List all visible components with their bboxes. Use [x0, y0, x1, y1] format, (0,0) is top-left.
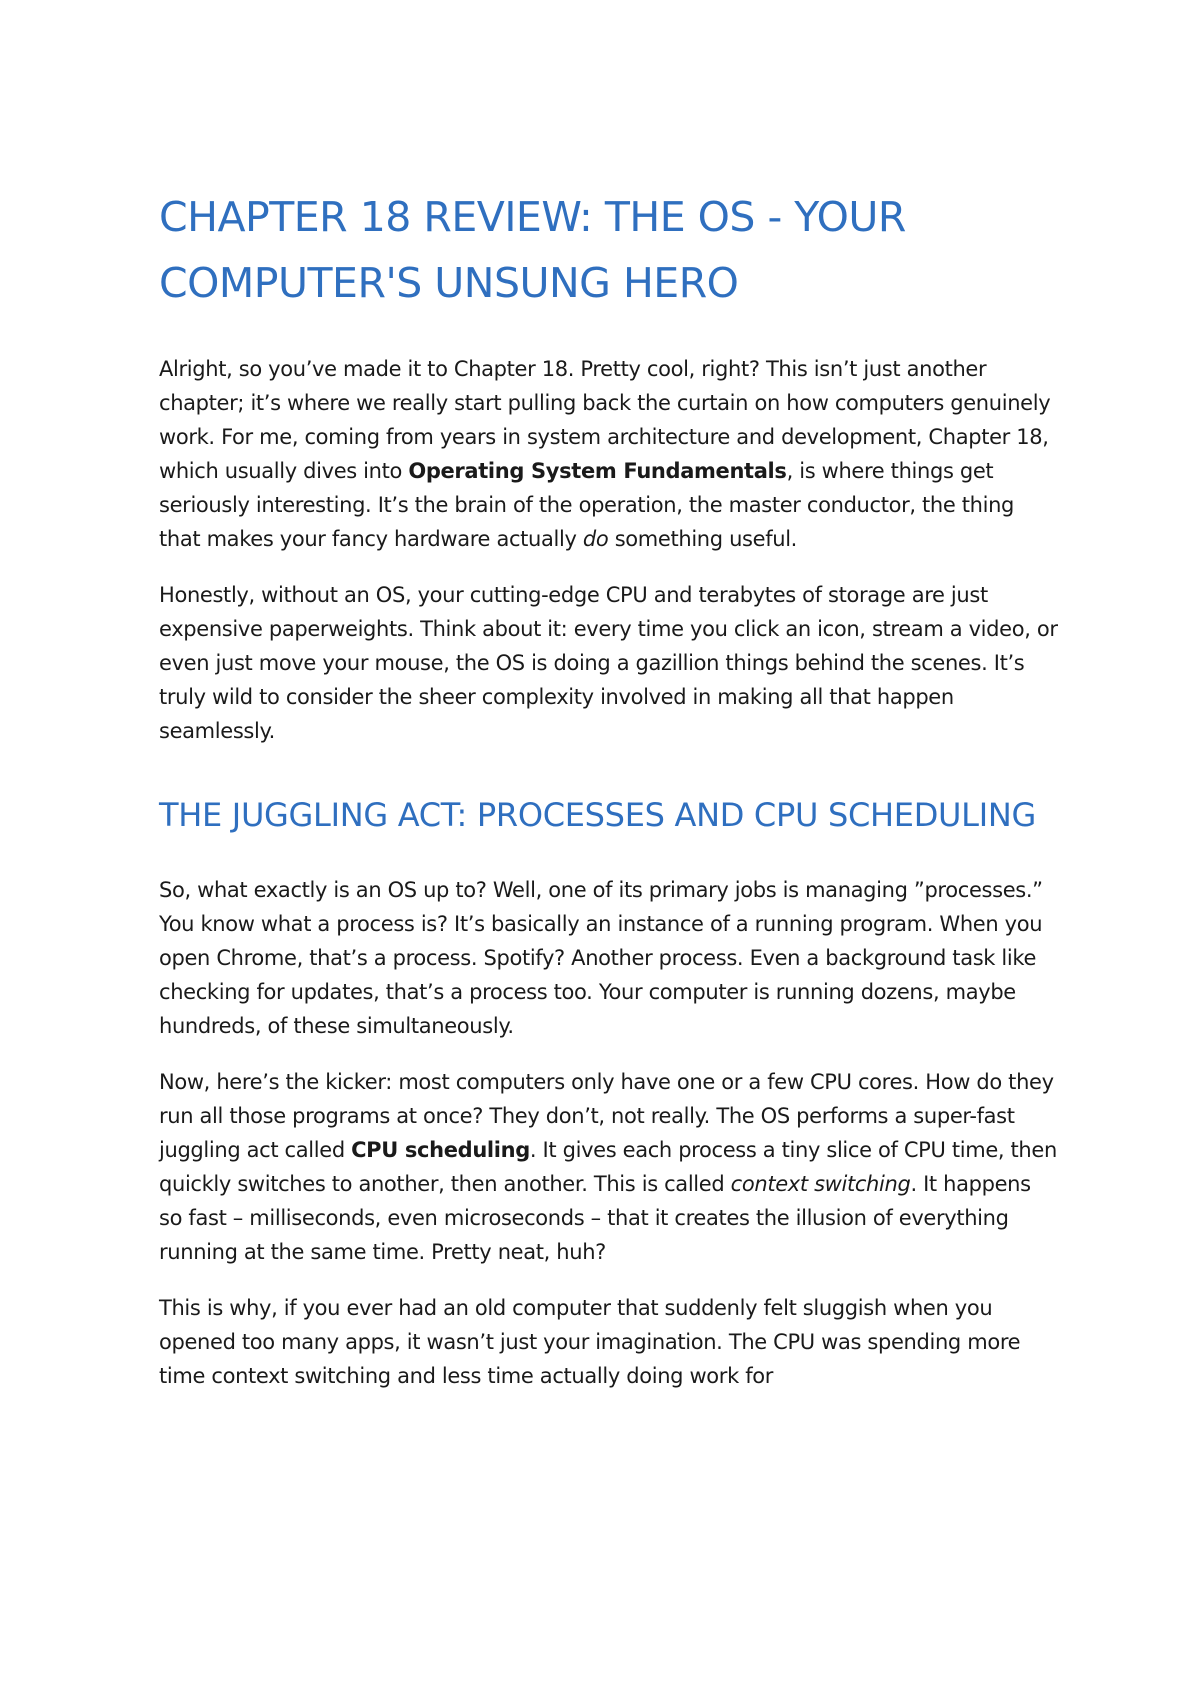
section1-paragraph-2: [159, 1065, 1059, 1269]
intro-p1-italic-term: do: [582, 527, 609, 551]
intro-p1-text-c: , is where things get seriously interesting. It’s the brain of the operation, the master conductor, the thing that makes your fancy hardware actually: [159, 459, 1015, 551]
chapter-title: CHAPTER 18 REVIEW: THE OS - YOUR COMPUTER'S UNSUNG HERO: [159, 193, 906, 307]
section1-p2-text-e: . It happens so fast – milliseconds, even microseconds – that it creates the illusion of everything running at the same time. Pretty neat, huh?: [159, 1172, 1031, 1264]
document-page: [159, 184, 1059, 1415]
section-heading: THE JUGGLING ACT: PROCESSES AND CPU SCHEDULING: [159, 796, 1036, 834]
section1-paragraph-3: This is why, if you ever had an old computer that suddenly felt sluggish when you opened too many apps, it wasn’t just your imagination. The CPU was spending more time context switching and less time actually doing work for: [159, 1296, 1021, 1388]
section1-p2-text-c: . It gives each process a tiny slice of CPU time, then quickly switches to another, then another. This is called: [159, 1138, 1057, 1196]
section1-paragraph-1: So, what exactly is an OS up to? Well, one of its primary jobs is managing ”processes.” You know what a process is? It’s basically an instance of a running program. When you open Chrome, that’s a process. Spotify? Another process. Even a background task like checking for updates, that’s a process too. Your computer is running dozens, maybe hundreds, of these simultaneously.: [159, 878, 1043, 1038]
intro-paragraph-1: [159, 352, 1059, 556]
section1-p2-bold-term: CPU scheduling: [351, 1138, 530, 1162]
section1-p2-italic-term: context switching: [730, 1172, 911, 1196]
intro-p1-text-a: Alright, so you’ve made it to Chapter 18. Pretty cool, right? This isn’t just another chapter; it’s where we really start pulling back the curtain on how computers genuinely work. For me, coming from years in system architecture and development, Chapter 18, which usually dives into: [159, 357, 1051, 483]
intro-p1-text-e: something useful.: [608, 527, 798, 551]
intro-paragraph-2: Honestly, without an OS, your cutting-edge CPU and terabytes of storage are just expensive paperweights. Think about it: every time you click an icon, stream a video, or even just move your mouse, the OS is doing a gazillion things behind the scenes. It’s truly wild to consider the sheer complexity involved in making all that happen seamlessly.: [159, 583, 1058, 743]
section1-p2-text-a: Now, here’s the kicker: most computers only have one or a few CPU cores. How do they run all those programs at once? They don’t, not really. The OS performs a super-fast juggling act called: [159, 1070, 1054, 1162]
intro-p1-bold-term: Operating System Fundamentals: [408, 459, 787, 483]
